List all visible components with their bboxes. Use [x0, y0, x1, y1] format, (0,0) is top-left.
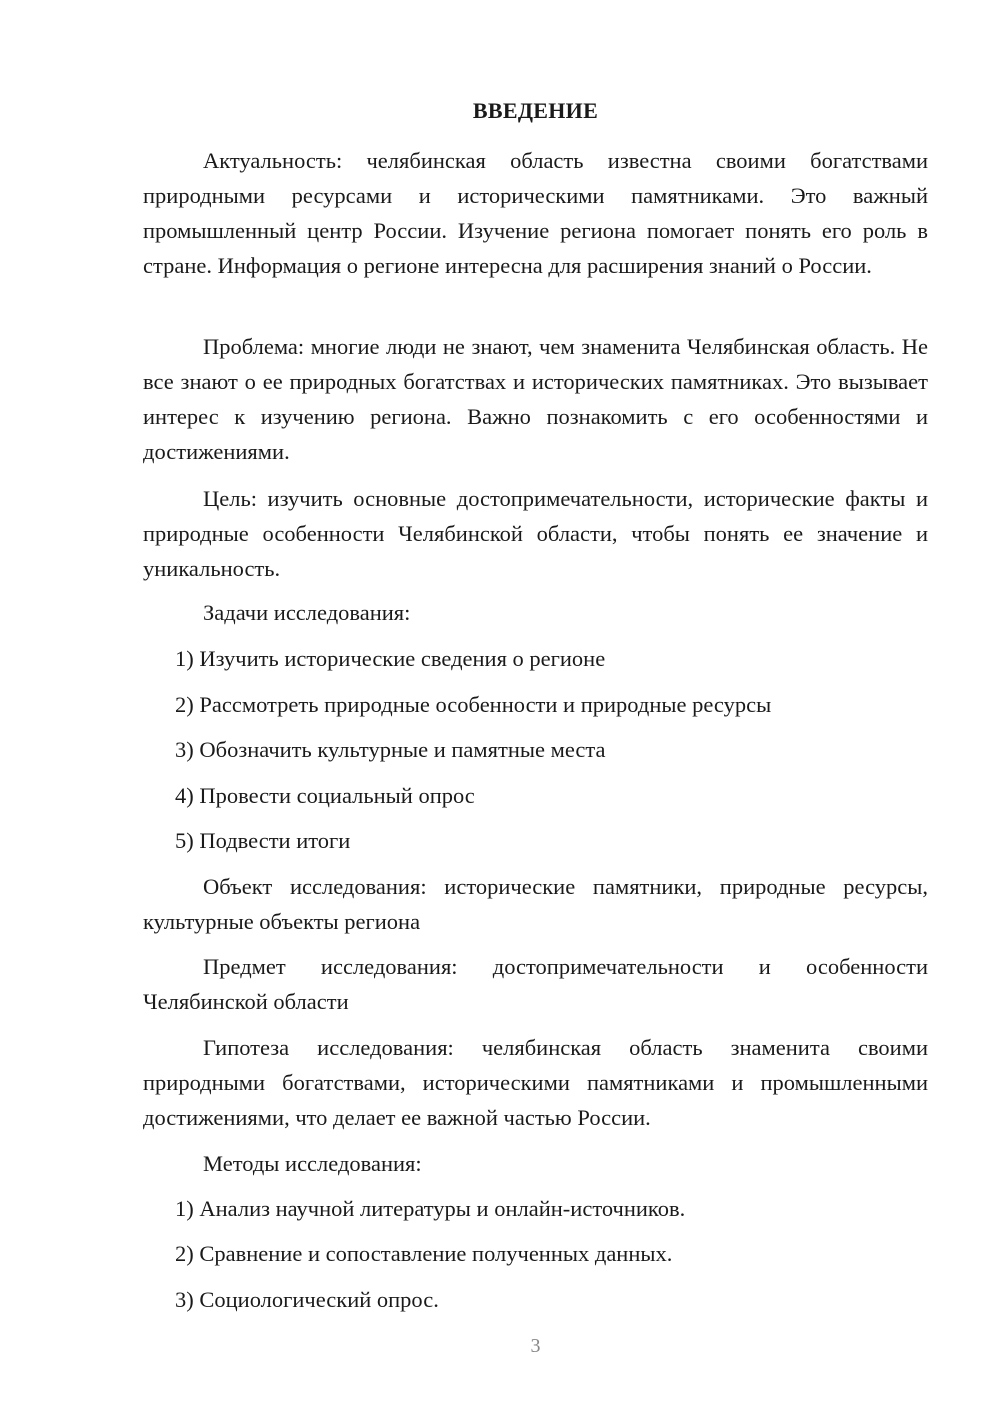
method-item-3: 3) Социологический опрос. [175, 1287, 439, 1312]
object-paragraph: Объект исследования: исторические памятники, природные ресурсы, культурные объекты региона [143, 874, 928, 934]
task-item-3: 3) Обозначить культурные и памятные места [175, 737, 606, 762]
task-item-5: 5) Подвести итоги [175, 828, 351, 853]
relevance-paragraph: Актуальность: челябинская область известна своими богатствами природными ресурсами и историческими памятниками. Это важный промышленный центр России. Изучение региона помогает понять его роль в стране. Информация о регионе интересна для расширения знаний о России. [143, 148, 928, 278]
task-item-1: 1) Изучить исторические сведения о регионе [175, 646, 606, 671]
problem-paragraph: Проблема: многие люди не знают, чем знаменита Челябинская область. Не все знают о ее природных богатствах и исторических памятниках. Это вызывает интерес к изучению региона. Важно познакомить с его особенностями и достижениями. [143, 334, 928, 464]
page-number: 3 [530, 1335, 541, 1357]
task-item-2: 2) Рассмотреть природные особенности и природные ресурсы [175, 692, 772, 717]
task-item-4: 4) Провести социальный опрос [175, 783, 475, 808]
document-page [143, 0, 928, 1414]
method-item-1: 1) Анализ научной литературы и онлайн-источников. [175, 1196, 686, 1221]
tasks-label: Задачи исследования: [203, 600, 411, 625]
methods-label: Методы исследования: [203, 1151, 422, 1176]
method-item-2: 2) Сравнение и сопоставление полученных данных. [175, 1241, 673, 1266]
page-title: ВВЕДЕНИЕ [472, 98, 599, 123]
goal-paragraph: Цель: изучить основные достопримечательности, исторические факты и природные особенности Челябинской области, чтобы понять ее значение и уникальность. [143, 486, 928, 581]
hypothesis-paragraph: Гипотеза исследования: челябинская область знаменита своими природными богатствами, историческими памятниками и промышленными достижениями, что делает ее важной частью России. [143, 1035, 928, 1130]
subject-paragraph: Предмет исследования: достопримечательности и особенности Челябинской области [143, 954, 928, 1014]
